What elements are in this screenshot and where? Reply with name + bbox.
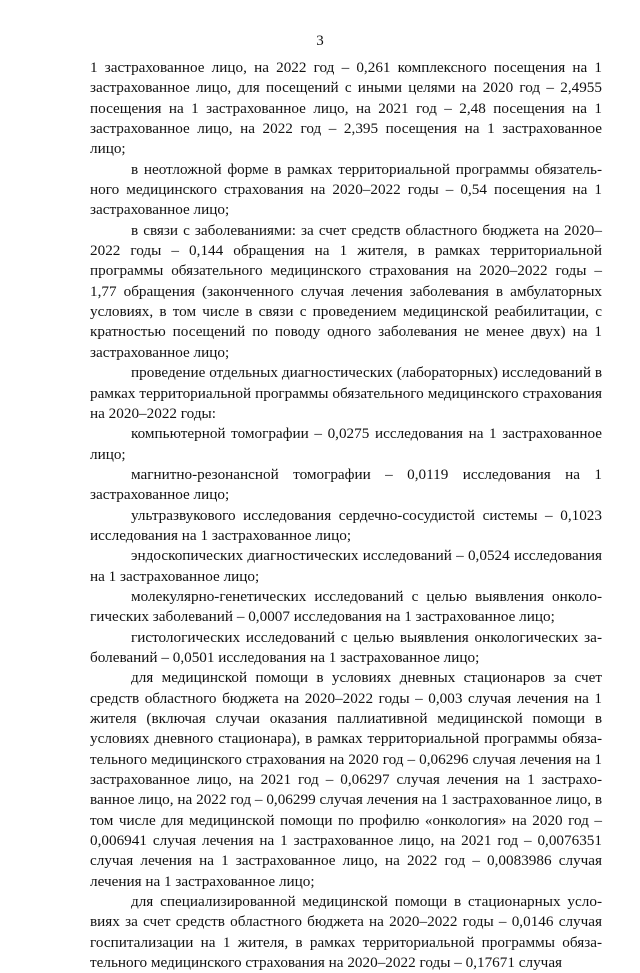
paragraph-disease-treatment: в связи с заболеваниями: за счет средств областного бюджета на 2020–2022 годы – 0,144 обращения на 1 жителя, в рамках территориальной программы обязательного медицинского страхования на 2020–2022 годы – 1,77 обращения (законченного случая лечения заболевания в амбулаторных условиях, в том числе в связи с проведением медицинской реабилитации, с кратностью посещений по поводу одного заболевания не менее двух) на 1 застрахованное лицо; (90, 221, 602, 361)
paragraph-day-hospital: для медицинской помощи в условиях дневных стационаров за счет средств областного бюджета на 2020–2022 годы – 0,003 случая лечения на 1 жителя (включая случаи оказания паллиативной медицинской помощи в условиях дневного стационара), в рамках территориальной программы обязательного медицинского страхования на 2020 год – 0,06296 случая лечения на 1 застрахованное лицо, на 2021 год – 0,06297 случая лечения на 1 застрахованное лицо, на 2022 год – 0,06299 случая лечения на 1 застрахованное лицо, в том числе для медицинской помощи по профилю «онкология» на 2020 год – 0,006941 случая лечения на 1 застрахованное лицо, на 2021 год – 0,0076351 случая лечения на 1 застрахованное лицо, на 2022 год – 0,0083986 случая лечения на 1 застрахованное лицо; (90, 669, 602, 890)
paragraph-mri: магнитно-резонансной томографии – 0,0119 исследования на 1 застрахованное лицо; (90, 465, 602, 504)
paragraph-histology: гистологических исследований с целью выявления онкологических заболеваний – 0,0501 исследования на 1 застрахованное лицо; (90, 628, 602, 666)
paragraph-endoscopy: эндоскопических диагностических исследований – 0,0524 исследования на 1 застрахованное лицо; (90, 547, 602, 585)
paragraph-specialized-inpatient: для специализированной медицинской помощи в стационарных условиях за счет средств областного бюджета на 2020–2022 годы – 0,0146 случая госпитализации на 1 жителя, в рамках территориальной программы обязательного медицинского страхования на 2020–2022 годы – 0,17671 случая (90, 893, 602, 972)
paragraph-continuation: 1 застрахованное лицо, на 2022 год – 0,261 комплексного посещения на 1 застрахованное лицо, для посещений с иными целями на 2020 год – 2,4955 посещения на 1 застрахованное лицо, на 2021 год – 2,48 посещения на 1 застрахованное лицо, на 2022 год – 2,395 посещения на 1 застрахованное лицо; (90, 59, 602, 158)
paragraph-ultrasound: ультразвукового исследования сердечно-сосудистой системы – 0,1023 исследования на 1 застрахованное лицо; (90, 506, 602, 544)
paragraph-emergency-visits: в неотложной форме в рамках территориальной программы обязательного медицинского страхования на 2020–2022 годы – 0,54 посещения на 1 застрахованное лицо; (90, 160, 602, 219)
paragraph-molecular-genetic: молекулярно-генетических исследований с целью выявления онкологических заболеваний – 0,0007 исследования на 1 застрахованное лицо; (90, 587, 602, 626)
page-number: 3 (316, 33, 324, 49)
paragraph-diagnostics-intro: проведение отдельных диагностических (лабораторных) исследований в рамках территориальной программы обязательного медицинского страхования на 2020–2022 годы: (90, 364, 602, 422)
document-body (90, 58, 602, 973)
paragraph-ct: компьютерной томографии – 0,0275 исследования на 1 застрахованное лицо; (90, 425, 602, 463)
